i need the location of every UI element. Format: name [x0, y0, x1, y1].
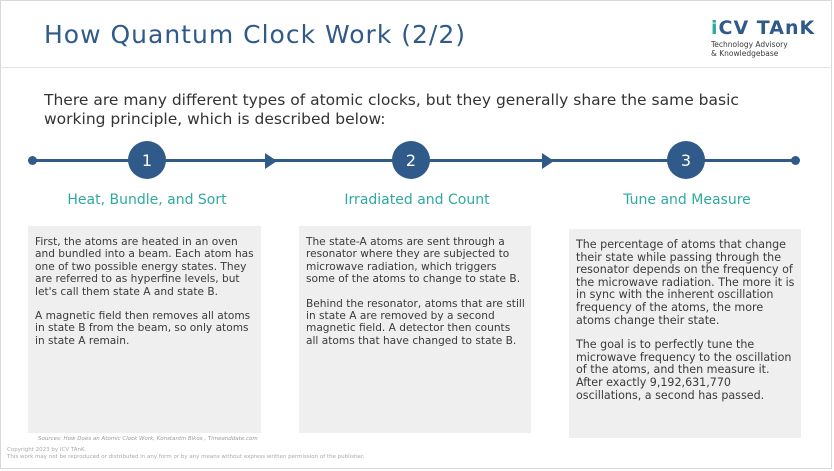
intro-text: There are many different types of atomic clocks, but they generally share the same basic working principle, which is described below: [44, 91, 739, 128]
step-1-paragraph: A magnetic field then removes all atoms in state B from the beam, so only atoms in state A remain. [35, 310, 251, 347]
sources-note: Sources: How Does an Atomic Clock Work, Konstantin Bikos , Timeanddate.com [38, 436, 258, 442]
logo-tagline-line2: & Knowledgebase [711, 49, 779, 58]
step-1-title: Heat, Bundle, and Sort [67, 192, 227, 208]
company-logo [711, 18, 821, 58]
step-1-number: 1 [128, 141, 166, 179]
step-3-number: 3 [667, 141, 705, 179]
step-2-paragraph: Behind the resonator, atoms that are still in state A are removed by a second magnetic field. A detector then counts all atoms that have changed to state B. [306, 297, 525, 347]
step-2-paragraph: The state-A atoms are sent through a resonator where they are subjected to microwave radiation, which triggers some of the atoms to change to state B. [306, 236, 521, 286]
page-title: How Quantum Clock Work (2/2) [44, 20, 466, 49]
step-3-card [569, 229, 801, 438]
step-3-title: Tune and Measure [623, 192, 751, 208]
timeline-arrow-2 [542, 153, 554, 169]
step-1-paragraph: First, the atoms are heated in an oven and bundled into a beam. Each atom has one of two possible energy states. They are referred to as hyperfine levels, but let's call them state A and state B. [35, 236, 254, 298]
step-2-title: Irradiated and Count [344, 192, 490, 208]
copyright-line: Copyright 2023 by ICV TAnK. [7, 447, 87, 453]
step-2-number: 2 [392, 141, 430, 179]
timeline-start-dot [28, 156, 37, 165]
timeline-arrow-1 [265, 153, 277, 169]
timeline-end-dot [791, 156, 800, 165]
step-3-paragraph: The goal is to perfectly tune the microwave frequency to the oscillation of the atoms, and then measure it. After exactly 9,192,631,770 oscillations, a second has passed. [576, 338, 792, 402]
copyright-notice [7, 447, 364, 461]
step-3-paragraph: The percentage of atoms that change their state while passing through the resonator depends on the frequency of the microwave radiation. The more it is in sync with the inherent oscillation frequency of the atoms, the more atoms change their state. [576, 238, 795, 327]
logo-wordmark: iCV TAnK [711, 17, 816, 39]
step-2-card [299, 226, 531, 433]
header-divider [0, 67, 832, 68]
step-1-card [28, 226, 261, 433]
logo-tagline-line1: Technology Advisory [711, 40, 788, 49]
rights-line: This work may not be reproduced or distributed in any form or by any means without express written permission of the publisher. [7, 454, 365, 460]
